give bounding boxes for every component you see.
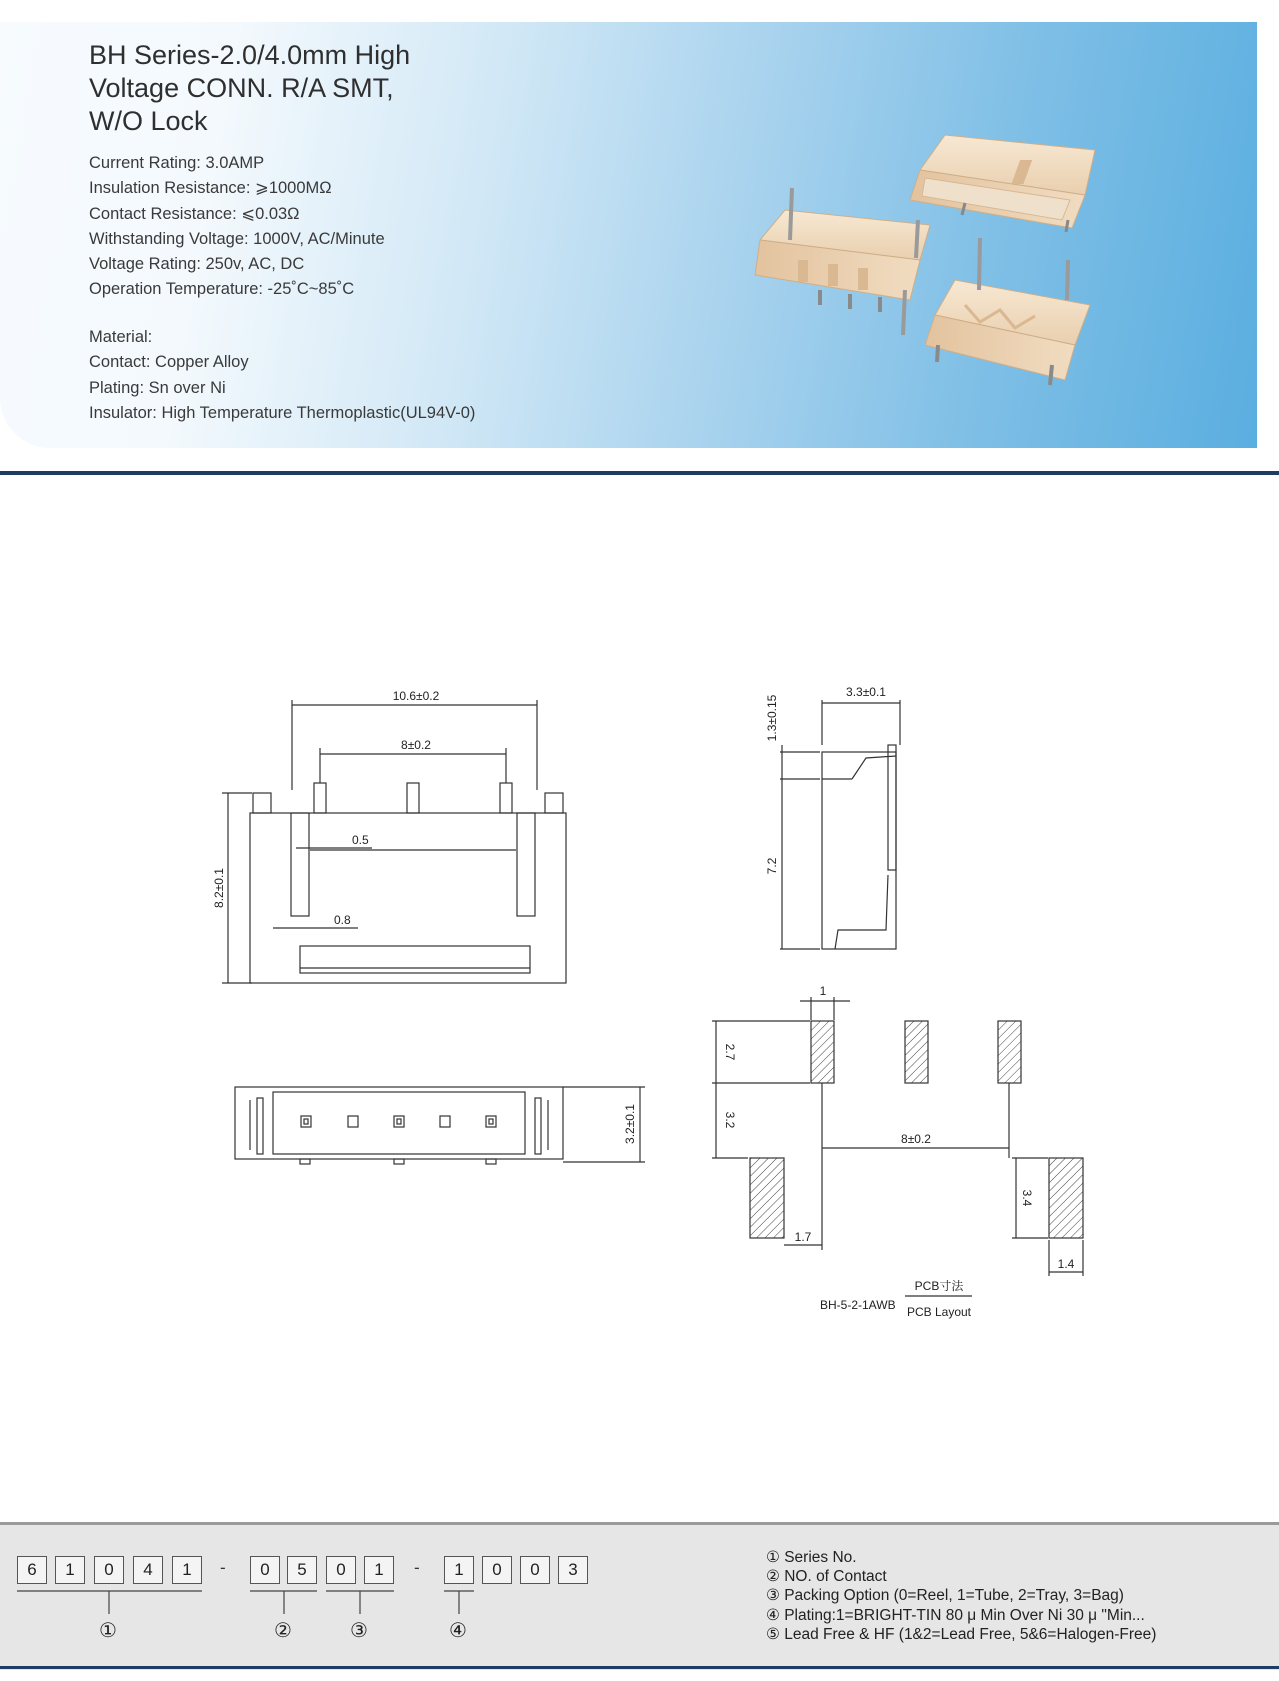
connector-photo-right	[925, 238, 1090, 385]
bottom-view	[235, 1087, 645, 1164]
code-marker-4: ④	[449, 1620, 467, 1642]
product-photo	[750, 100, 1150, 400]
dim-pcb-big-pad-height: 3.4	[1020, 1189, 1034, 1207]
material-list	[89, 325, 475, 426]
code-digit: 5	[287, 1556, 317, 1584]
header-divider	[0, 471, 1279, 475]
code-dash: -	[414, 1558, 420, 1577]
code-dash: -	[220, 1558, 226, 1577]
dim-pcb-offset: 1.7	[794, 1230, 812, 1244]
dim-side-height: 7.2	[765, 857, 779, 875]
dim-front-pitch: 8±0.2	[401, 738, 431, 752]
dim-pcb-gap: 3.2	[723, 1111, 737, 1129]
dim-pcb-pad-height: 2.7	[723, 1043, 737, 1061]
code-digit: 1	[364, 1556, 394, 1584]
spec-withstanding-voltage: Withstanding Voltage: 1000V, AC/Minute	[89, 229, 385, 248]
dim-bottom-height: 3.2±0.1	[623, 1104, 637, 1144]
spec-list	[89, 151, 385, 303]
material-heading: Material:	[89, 328, 153, 346]
code-digit: 3	[558, 1556, 588, 1584]
code-marker-1: ①	[99, 1620, 117, 1642]
technical-drawing	[0, 650, 1279, 1340]
dim-front-pin-width: 0.5	[352, 833, 369, 847]
spec-contact-resistance: Contact Resistance: ⩽0.03Ω	[89, 204, 300, 223]
code-digit: 1	[172, 1556, 202, 1584]
code-digit: 0	[326, 1556, 356, 1584]
dim-side-top: 1.3±0.15	[765, 694, 779, 742]
pcb-layout-label: PCB Layout	[906, 1305, 972, 1319]
title-line: BH Series-2.0/4.0mm High	[89, 40, 411, 70]
code-digit: 4	[133, 1556, 163, 1584]
code-digit: 0	[250, 1556, 280, 1584]
legend-plating: ④ Plating:1=BRIGHT-TIN 80 μ Min Over Ni 30 μ "Min...	[766, 1606, 1145, 1624]
product-title	[89, 39, 509, 138]
code-bar-top-border	[0, 1522, 1279, 1525]
dim-pcb-big-pad-width: 1.4	[1057, 1257, 1075, 1271]
spec-voltage-rating: Voltage Rating: 250v, AC, DC	[89, 255, 305, 274]
front-view	[222, 700, 566, 983]
code-marker-2: ②	[274, 1620, 292, 1642]
title-line: W/O Lock	[89, 106, 208, 136]
dim-pcb-pitch: 8±0.2	[901, 1132, 931, 1146]
legend-no-of-contact: ② NO. of Contact	[766, 1568, 887, 1586]
material-contact: Contact: Copper Alloy	[89, 353, 249, 372]
dim-front-height: 8.2±0.1	[212, 868, 226, 908]
material-insulator: Insulator: High Temperature Thermoplastic(UL94V-0)	[89, 403, 476, 422]
spec-current-rating: Current Rating: 3.0AMP	[89, 154, 265, 172]
code-digit: 1	[444, 1556, 474, 1584]
code-digit: 6	[17, 1556, 47, 1584]
connector-photo-left	[755, 188, 930, 335]
pcb-layout	[712, 997, 1083, 1296]
code-digit: 1	[55, 1556, 85, 1584]
pcb-layout-cn: PCB寸法	[914, 1279, 964, 1293]
spec-insulation-resistance: Insulation Resistance: ⩾1000MΩ	[89, 179, 332, 198]
dim-side-width: 3.3±0.1	[846, 685, 886, 699]
code-digit: 0	[94, 1556, 124, 1584]
model-number: BH-5-2-1AWB	[820, 1298, 896, 1312]
material-plating: Plating: Sn over Ni	[89, 378, 226, 397]
side-view	[780, 700, 900, 949]
code-digit: 0	[482, 1556, 512, 1584]
code-bar-bottom-border	[0, 1666, 1279, 1669]
legend-packing-option: ③ Packing Option (0=Reel, 1=Tube, 2=Tray, 3=Bag)	[766, 1587, 1124, 1605]
spec-operation-temperature: Operation Temperature: -25˚C~85˚C	[89, 280, 355, 299]
legend-series-no: ① Series No.	[766, 1549, 857, 1566]
code-legend	[766, 1548, 1156, 1644]
legend-lead-free: ⑤ Lead Free & HF (1&2=Lead Free, 5&6=Halogen-Free)	[766, 1625, 1157, 1643]
title-line: Voltage CONN. R/A SMT,	[89, 73, 394, 103]
dim-front-gap: 0.8	[334, 913, 351, 927]
dim-front-overall: 10.6±0.2	[392, 689, 440, 703]
code-marker-3: ③	[350, 1620, 368, 1642]
dim-pcb-pad-width: 1	[819, 984, 827, 998]
connector-photo-top	[910, 135, 1095, 232]
code-digit: 0	[520, 1556, 550, 1584]
